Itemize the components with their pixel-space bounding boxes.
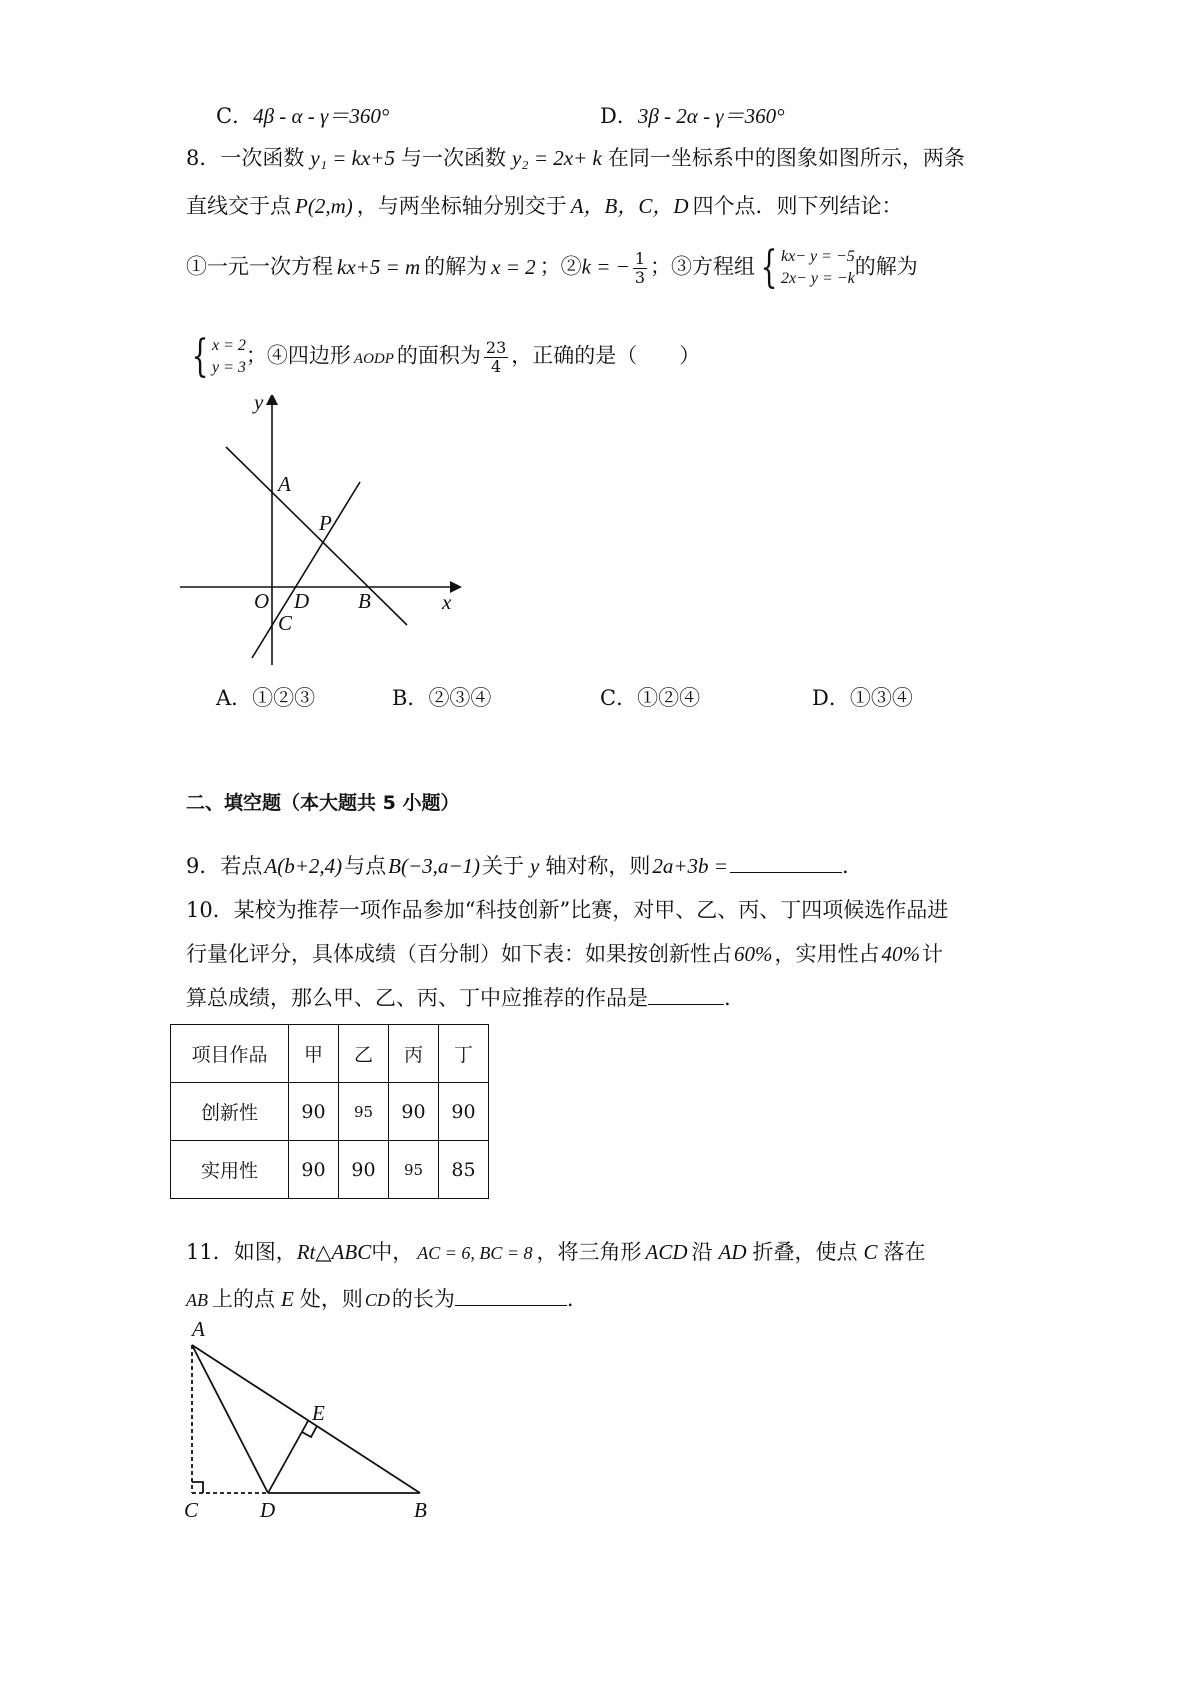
table-header-cell: 项目作品 bbox=[171, 1025, 289, 1083]
percentage: 60% bbox=[734, 942, 773, 966]
option-label: B． bbox=[392, 686, 429, 710]
point-a-label: A bbox=[278, 472, 291, 496]
text: 落在 bbox=[883, 1240, 926, 1264]
q8-line-3 bbox=[186, 242, 918, 293]
q8-option-b[interactable] bbox=[392, 684, 491, 712]
option-label: A． bbox=[216, 686, 253, 710]
score-table bbox=[170, 1024, 489, 1199]
question-number: 9． bbox=[186, 854, 221, 878]
question-number: 8． bbox=[186, 146, 221, 170]
text: . bbox=[841, 854, 849, 878]
text: 处，则 bbox=[299, 1287, 363, 1311]
math-expression: k = − bbox=[581, 254, 630, 279]
fraction bbox=[484, 339, 508, 376]
text: 计 bbox=[922, 942, 943, 966]
text: 若点 bbox=[220, 854, 263, 878]
answer-blank[interactable] bbox=[455, 1285, 567, 1306]
equation-system bbox=[755, 242, 855, 293]
q8-option-c[interactable] bbox=[600, 684, 700, 712]
equation-row: 2x− y = −k bbox=[781, 270, 855, 287]
point-e-label: E bbox=[312, 1401, 325, 1425]
text: . bbox=[724, 986, 731, 1010]
brace: { bbox=[191, 331, 209, 382]
text: 的解为 bbox=[854, 254, 918, 279]
math-expression: P(2,m) bbox=[295, 194, 353, 218]
text: 的解为 bbox=[424, 254, 488, 279]
option-text: ①②④ bbox=[637, 686, 701, 710]
solution-system bbox=[186, 331, 246, 382]
point-c-label: C bbox=[278, 611, 293, 635]
brace: { bbox=[760, 242, 778, 293]
table-header-cell: 乙 bbox=[339, 1025, 389, 1083]
text: ，与两坐标轴分别交于 bbox=[356, 194, 567, 218]
table-cell: 95 bbox=[339, 1083, 389, 1141]
equation-row: x = 2 bbox=[212, 337, 246, 354]
y-axis-arrow bbox=[266, 395, 278, 405]
math-expression: B(−3,a−1) bbox=[388, 854, 481, 878]
text: ，实用性占 bbox=[774, 942, 880, 966]
table-cell: 85 bbox=[439, 1141, 489, 1199]
option-text: 3β - 2α - γ＝360° bbox=[637, 104, 785, 128]
q10-line-1: 10．某校为推荐一项作品参加“科技创新”比赛，对甲、乙、丙、丁四项候选作品进 bbox=[186, 898, 949, 922]
option-text: ②③④ bbox=[428, 686, 492, 710]
math-expression: AODP bbox=[353, 350, 394, 367]
denominator: 3 bbox=[634, 267, 646, 287]
q8-line-2 bbox=[186, 192, 903, 220]
math-expression: ACD bbox=[645, 1240, 688, 1264]
text: ，将三角形 bbox=[536, 1240, 642, 1264]
text: 的面积为 bbox=[396, 343, 481, 368]
math-expression: y₂ = 2x+ k bbox=[511, 146, 602, 170]
q7-option-d[interactable] bbox=[600, 102, 785, 130]
denominator: 4 bbox=[490, 356, 502, 376]
text: 与一次函数 bbox=[400, 146, 506, 170]
text: 四个点．则下列结论： bbox=[692, 194, 903, 218]
origin-label: O bbox=[254, 589, 270, 613]
y-axis-label: y bbox=[254, 395, 264, 414]
text: 与点 bbox=[344, 854, 387, 878]
q8-option-a[interactable] bbox=[216, 684, 315, 712]
text: 沿 bbox=[691, 1240, 713, 1264]
option-label: C． bbox=[600, 686, 638, 710]
line-y2 bbox=[252, 482, 360, 658]
table-cell: 90 bbox=[289, 1141, 339, 1199]
option-label: C． bbox=[216, 104, 254, 128]
text: 中， bbox=[371, 1240, 414, 1264]
segment-ad bbox=[192, 1345, 268, 1493]
point-a-label: A bbox=[192, 1320, 205, 1341]
q10-line-2 bbox=[186, 940, 943, 968]
side-ab bbox=[192, 1345, 420, 1493]
q11-line-2 bbox=[186, 1285, 574, 1314]
text: ；② bbox=[539, 254, 582, 279]
table-header-cell: 甲 bbox=[289, 1025, 339, 1083]
text: 关于 bbox=[482, 854, 525, 878]
table-header-cell: 丙 bbox=[389, 1025, 439, 1083]
option-text: ①②③ bbox=[252, 686, 316, 710]
q10-line-3 bbox=[186, 984, 731, 1012]
numerator: 23 bbox=[485, 337, 507, 357]
math-expression: A，B，C，D bbox=[570, 194, 689, 218]
text: ①一元一次方程 bbox=[186, 254, 333, 279]
math-expression: C bbox=[863, 1240, 878, 1264]
math-expression: E bbox=[281, 1287, 294, 1311]
math-expression: y₁ = kx+5 bbox=[310, 146, 395, 170]
option-label: D． bbox=[600, 104, 638, 128]
segment-de bbox=[268, 1421, 308, 1493]
table-row bbox=[171, 1083, 489, 1141]
math-expression: x = 2 bbox=[491, 254, 536, 279]
answer-blank[interactable] bbox=[648, 984, 724, 1005]
text: 的长为 bbox=[391, 1287, 455, 1311]
point-c-label: C bbox=[184, 1498, 199, 1520]
option-text: ①③④ bbox=[849, 686, 913, 710]
x-axis-arrow bbox=[450, 581, 462, 593]
table-header-cell: 丁 bbox=[439, 1025, 489, 1083]
q9-text bbox=[186, 852, 849, 880]
math-expression: AD bbox=[718, 1240, 747, 1264]
text: 折叠，使点 bbox=[752, 1240, 858, 1264]
table-cell: 90 bbox=[439, 1083, 489, 1141]
question-number: 11． bbox=[186, 1240, 234, 1264]
math-expression: AC = 6, BC = 8 bbox=[417, 1243, 533, 1263]
option-label: D． bbox=[812, 686, 850, 710]
q11-triangle-figure bbox=[180, 1320, 440, 1520]
text: 上的点 bbox=[212, 1287, 275, 1311]
text: 一次函数 bbox=[220, 146, 305, 170]
q8-coordinate-graph bbox=[180, 395, 470, 675]
section-heading: 二、填空题（本大题共 5 小题） bbox=[186, 792, 460, 814]
text: ，正确的是（ ） bbox=[511, 343, 701, 368]
q11-line-1 bbox=[186, 1238, 926, 1267]
math-expression: CD bbox=[364, 1290, 390, 1310]
right-angle-mark-c bbox=[192, 1482, 203, 1493]
text: 如图， bbox=[233, 1240, 297, 1264]
q8-line-4 bbox=[186, 331, 701, 382]
equation-row: y = 3 bbox=[212, 359, 246, 376]
table-cell: 实用性 bbox=[171, 1141, 289, 1199]
text: 行量化评分，具体成绩（百分制）如下表：如果按创新性占 bbox=[186, 942, 732, 966]
math-expression: 2a+3b = bbox=[652, 854, 728, 878]
q8-option-d[interactable] bbox=[812, 684, 913, 712]
equation-row: kx− y = −5 bbox=[781, 248, 855, 265]
fraction bbox=[633, 250, 647, 287]
numerator: 1 bbox=[634, 248, 646, 268]
table-cell: 90 bbox=[289, 1083, 339, 1141]
table-row bbox=[171, 1141, 489, 1199]
table-cell: 90 bbox=[389, 1083, 439, 1141]
table-cell: 创新性 bbox=[171, 1083, 289, 1141]
percentage: 40% bbox=[881, 942, 920, 966]
point-d-label: D bbox=[260, 1498, 276, 1520]
text: . bbox=[566, 1287, 574, 1311]
math-expression: AB bbox=[186, 1290, 208, 1310]
text: 在同一坐标系中的图象如图所示，两条 bbox=[607, 146, 965, 170]
answer-blank[interactable] bbox=[730, 852, 842, 873]
x-axis-label: x bbox=[442, 590, 452, 614]
q8-line-1 bbox=[186, 144, 965, 172]
table-cell: 90 bbox=[339, 1141, 389, 1199]
table-header-row bbox=[171, 1025, 489, 1083]
math-expression: kx+5 = m bbox=[337, 254, 421, 279]
text: ；④四边形 bbox=[245, 343, 351, 368]
text: 轴对称，则 bbox=[545, 854, 651, 878]
text: 直线交于点 bbox=[186, 194, 291, 218]
point-d-label: D bbox=[294, 589, 310, 613]
math-expression: A(b+2,4) bbox=[264, 854, 343, 878]
text: ；③方程组 bbox=[650, 254, 756, 279]
math-expression: y bbox=[530, 854, 540, 878]
point-b-label: B bbox=[414, 1498, 427, 1520]
q7-option-c[interactable] bbox=[216, 102, 389, 130]
table-cell: 95 bbox=[389, 1141, 439, 1199]
point-b-label: B bbox=[358, 589, 371, 613]
point-p-label: P bbox=[319, 511, 332, 535]
option-text: 4β - α - γ＝360° bbox=[253, 104, 390, 128]
math-expression: Rt△ABC bbox=[296, 1240, 372, 1264]
text: 算总成绩，那么甲、乙、丙、丁中应推荐的作品是 bbox=[186, 986, 648, 1010]
